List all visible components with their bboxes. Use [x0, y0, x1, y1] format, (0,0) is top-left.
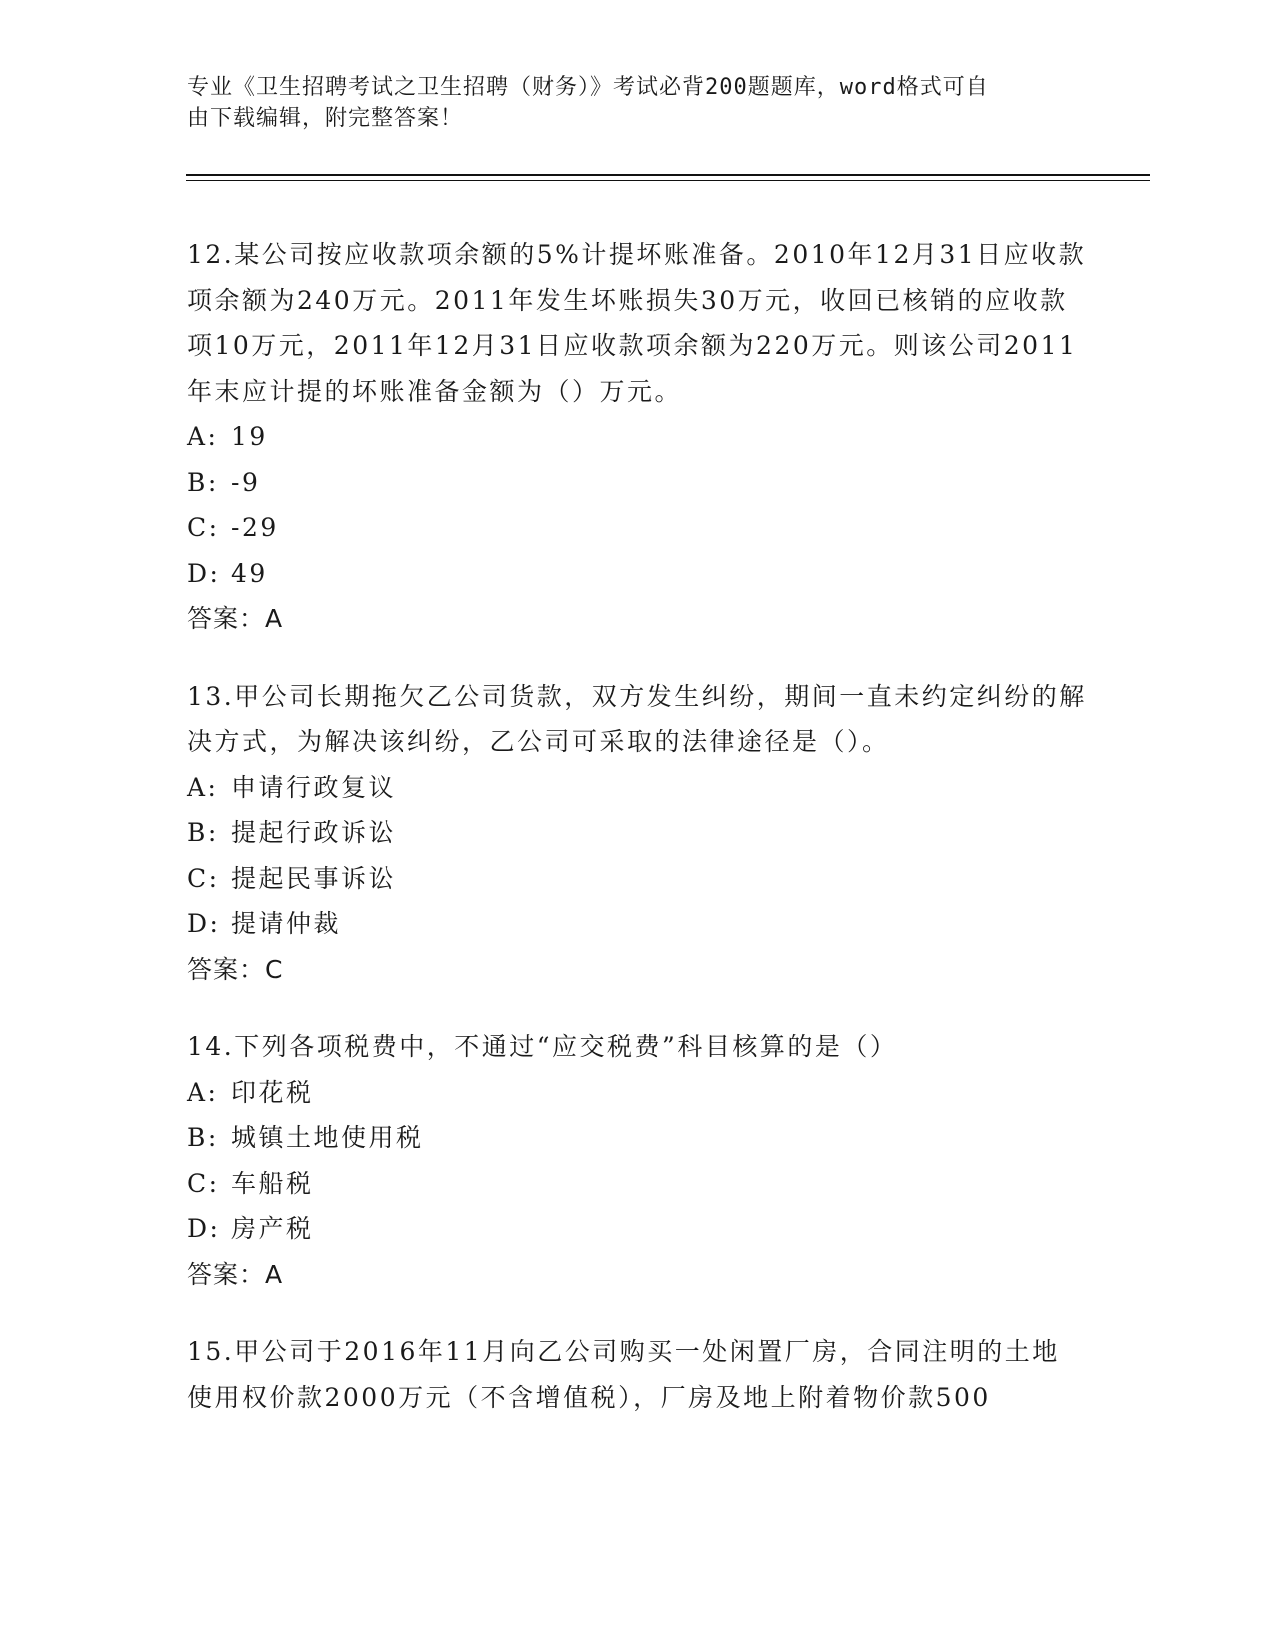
- option-c: [187, 856, 1087, 902]
- option-text: 提请仲裁: [231, 909, 342, 938]
- option-letter: D:: [187, 909, 221, 938]
- header-line-1: 专业《卫生招聘考试之卫生招聘（财务）》考试必背200题题库，word格式可自: [187, 75, 989, 100]
- option-text: 城镇土地使用税: [231, 1123, 424, 1152]
- option-text: -9: [231, 467, 261, 497]
- option-letter: D:: [187, 1214, 221, 1243]
- option-b: [187, 460, 1087, 506]
- option-d: [187, 551, 1087, 597]
- option-letter: A:: [187, 772, 219, 802]
- option-text: 提起民事诉讼: [231, 863, 397, 893]
- header-divider-thick: [186, 174, 1150, 176]
- question-stem: 12.某公司按应收款项余额的5%计提坏账准备。2010年12月31日应收款项余额为240万元。2011年发生坏账损失30万元，收回已核销的应收款项10万元，2011年12月31日应收款项余额为220万元。则该公司2011年末应计提的坏账准备金额为（）万元。: [187, 240, 1087, 406]
- header-divider-thin: [186, 180, 1150, 181]
- option-text: 19: [231, 422, 268, 451]
- option-d: [187, 1206, 1087, 1252]
- question-14: [187, 1024, 1087, 1297]
- option-b: [187, 810, 1087, 856]
- option-a: [187, 765, 1087, 811]
- option-letter: B:: [187, 467, 219, 497]
- answer-line: 答案：C: [187, 954, 284, 984]
- option-b: [187, 1115, 1087, 1161]
- option-text: 印花税: [231, 1077, 314, 1107]
- question-13: [187, 674, 1087, 993]
- question-stem: 14.下列各项税费中，不通过“应交税费”科目核算的是（）: [187, 1032, 898, 1061]
- option-letter: D:: [187, 558, 221, 588]
- document-header: [187, 72, 1087, 134]
- option-text: 房产税: [231, 1214, 314, 1243]
- question-stem: 15.甲公司于2016年11月向乙公司购买一处闲置厂房，合同注明的土地使用权价款2000万元（不含增值税），厂房及地上附着物价款500: [187, 1337, 1060, 1412]
- option-text: -29: [231, 513, 279, 542]
- option-d: [187, 901, 1087, 947]
- option-a: [187, 414, 1087, 460]
- option-letter: C:: [187, 513, 220, 542]
- question-list: [187, 232, 1087, 1452]
- option-letter: C:: [187, 1168, 220, 1198]
- option-text: 车船税: [231, 1168, 314, 1198]
- option-text: 申请行政复议: [231, 772, 397, 802]
- answer-line: 答案：A: [187, 1259, 284, 1289]
- option-letter: A:: [187, 422, 219, 451]
- question-12: [187, 232, 1087, 642]
- question-15: [187, 1329, 1087, 1420]
- question-stem: 13.甲公司长期拖欠乙公司货款，双方发生纠纷，期间一直未约定纠纷的解决方式，为解决该纠纷，乙公司可采取的法律途径是（）。: [187, 681, 1087, 756]
- header-line-2: 由下载编辑，附完整答案！: [187, 106, 464, 131]
- option-c: [187, 505, 1087, 551]
- option-text: 49: [231, 558, 268, 588]
- answer-line: 答案：A: [187, 604, 284, 633]
- option-letter: B:: [187, 1123, 219, 1152]
- option-text: 提起行政诉讼: [231, 818, 397, 847]
- option-letter: A:: [187, 1077, 219, 1107]
- option-c: [187, 1161, 1087, 1207]
- option-a: [187, 1070, 1087, 1116]
- option-letter: C:: [187, 863, 220, 893]
- option-letter: B:: [187, 818, 219, 847]
